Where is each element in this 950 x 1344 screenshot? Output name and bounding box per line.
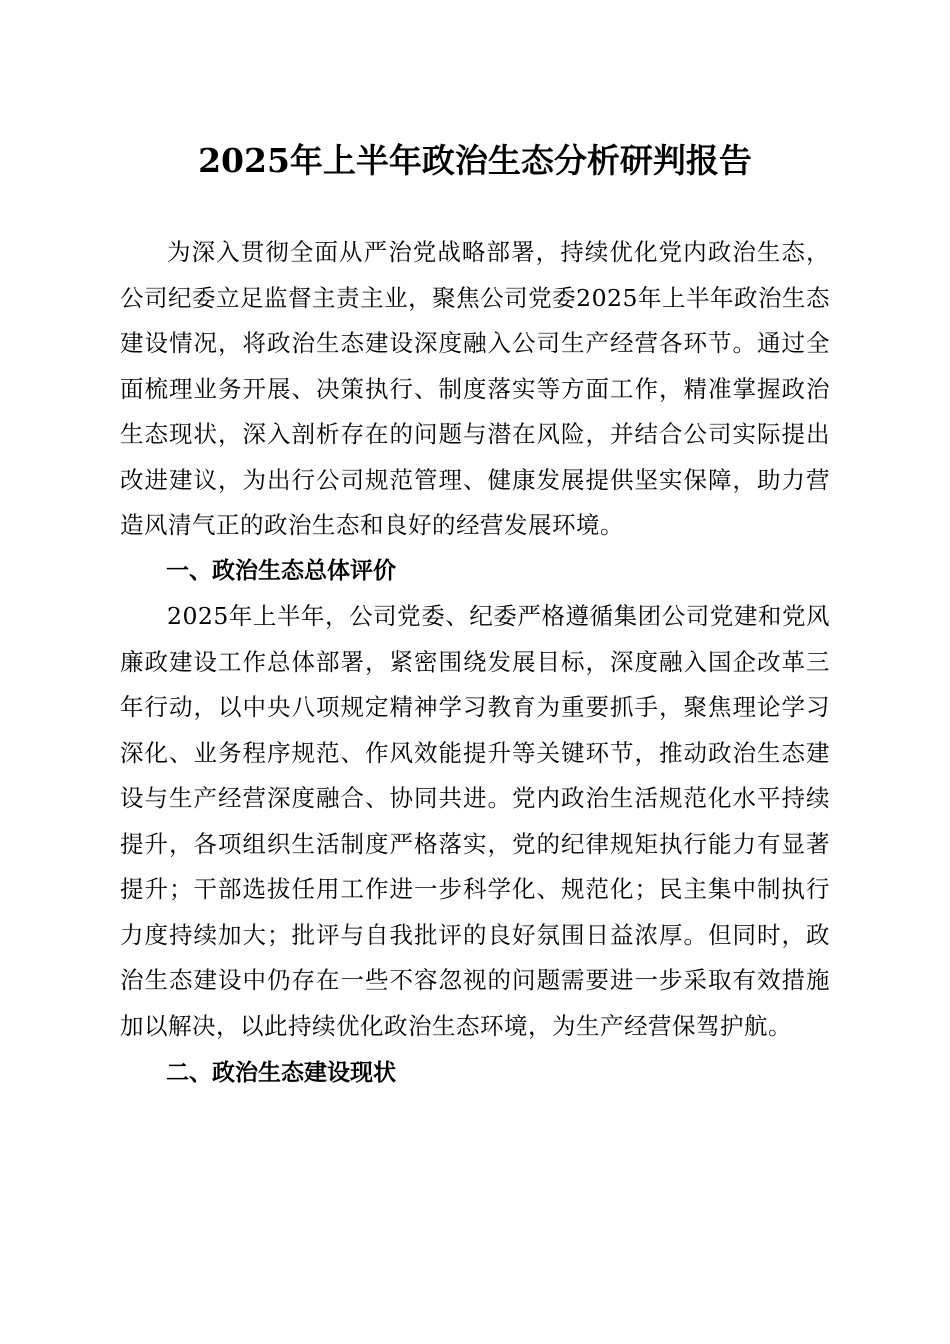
intro-paragraph: 为深入贯彻全面从严治党战略部署，持续优化党内政治生态，公司纪委立足监督主责主业，聚焦公司党委2025年上半年政治生态建设情况，将政治生态建设深度融入公司生产经营各环节。通过全面梳理业务开展、决策执行、制度落实等方面工作，精准掌握政治生态现状，深入剖析存在的问题与潜在风险，并结合公司实际提出改进建议，为出行公司规范管理、健康发展提供坚实保障，助力营造风清气正的政治生态和良好的经营发展环境。 <box>120 238 830 539</box>
section-1-heading: 一、政治生态总体评价 <box>166 557 396 584</box>
document-body <box>120 230 830 1097</box>
section-2-heading: 二、政治生态建设现状 <box>166 1060 396 1086</box>
section-1-paragraph: 2025年上半年，公司党委、纪委严格遵循集团公司党建和党风廉政建设工作总体部署，紧密围绕发展目标，深度融入国企改革三年行动，以中央八项规定精神学习教育为重要抓手，聚焦理论学习深化、业务程序规范、作风效能提升等关键环节，推动政治生态建设与生产经营深度融合、协同共进。党内政治生活规范化水平持续提升，各项组织生活制度严格落实，党的纪律规矩执行能力有显著提升；干部选拔任用工作进一步科学化、规范化；民主集中制执行力度持续加大；批评与自我批评的良好氛围日益浓厚。但同时，政治生态建设中仍存在一些不容忽视的问题需要进一步采取有效措施加以解决，以此持续优化政治生态环境，为生产经营保驾护航。 <box>120 602 830 1040</box>
document-title: 2025年上半年政治生态分析研判报告 <box>198 141 752 180</box>
